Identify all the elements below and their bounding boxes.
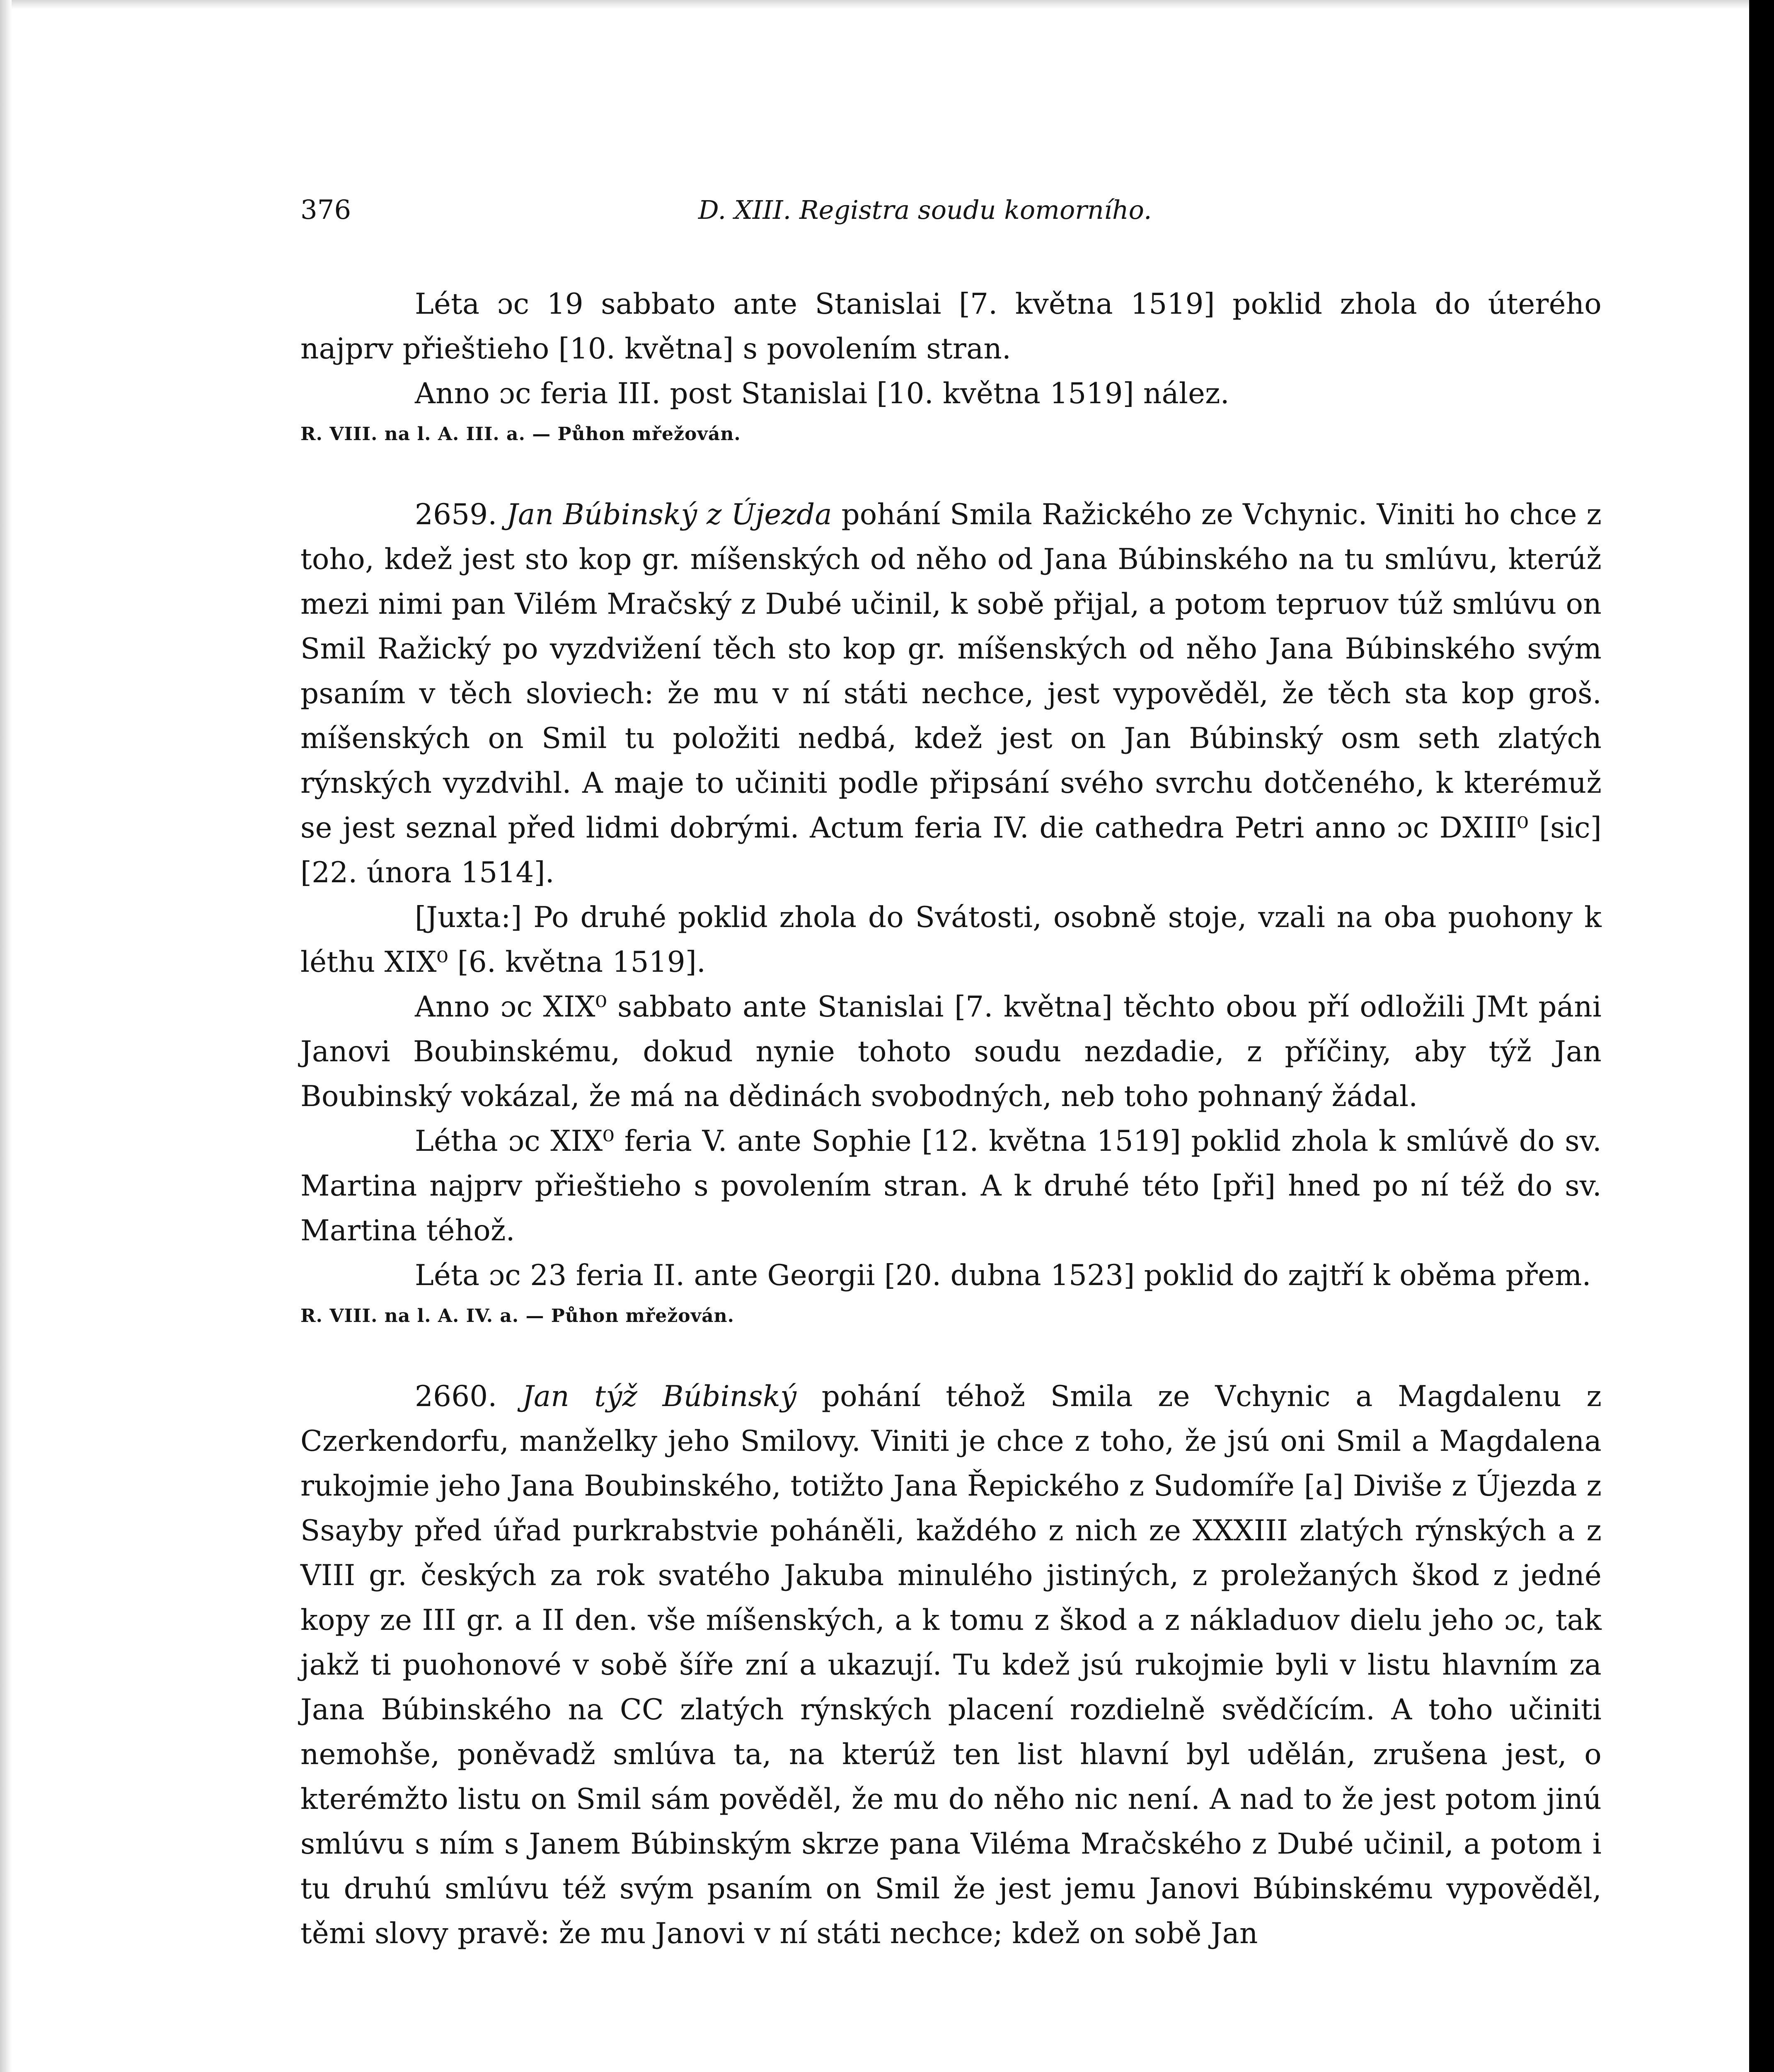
scan-left-edge	[0, 0, 12, 2072]
running-title: D. XIII. Registra soudu komorního.	[698, 195, 1152, 225]
paragraph: Léta ɔc 23 feria II. ante Georgii [20. dubna 1523] poklid do zajtří k oběma přem.	[415, 1259, 1591, 1292]
paragraph: Anno ɔc XIX⁰ sabbato ante Stanislai [7. května] těchto obou pří odložili JMt páni Janovi Boubinskému, dokud nynie tohoto soudu nezdadie, z příčiny, aby týž Jan Boubinský vokázal, že má na dědinách svobodných, neb toho pohnaný žádal.	[300, 990, 1602, 1113]
entry-text: pohání Smila Ražického ze Vchynic. Viniti ho chce z toho, kdež jest sto kop gr. míšenských od něho od Jana Búbinského na tu smlúvu, kterúž mezi nimi pan Vilém Mračský z Dubé učinil, k sobě přijal, a potom tepruov túž smlúvu on Smil Ražický po vyzdvižení těch sto kop gr. míšenských od něho Jana Búbinského svým psaním v těch sloviech: že mu v ní státi nechce, jest vypověděl, že těch sta kop groš. míšenských on Smil tu položiti nedbá, kdež jest on Jan Búbinský osm seth zlatých rýnských vyzdvihl. A maje to učiniti podle připsání svého svrchu dotčeného, k kterémuž se jest seznal před lidmi dobrými. Actum feria IV. die cathedra Petri anno ɔc DXIII⁰ [sic] [22. února 1514].	[300, 498, 1602, 889]
entry-text: pohání téhož Smila ze Vchynic a Magdalenu z Czerkendorfu, manželky jeho Smilovy. Viniti je chce z toho, že jsú oni Smil a Magdalena rukojmie jeho Jana Boubinského, totižto Jana Řepického z Sudomíře [a] Diviše z Újezda z Ssayby před úřad purkrabstvie poháněli, každého z nich ze XXXIII zlatých rýnských a z VIII gr. českých za rok svatého Jakuba minulého jistiných, z proležaných škod z jedné kopy ze III gr. a II den. vše míšenských, a k tomu z škod a z nákladuov dielu jeho ɔc, tak jakž ti puohonové v sobě šíře zní a ukazují. Tu kdež jsú rukojmie byli v listu hlavním za Jana Búbinského na CC zlatých rýnských placení rozdielně svědčícím. A toho učiniti nemohše, poněvadž smlúva ta, na kterúž ten list hlavní byl udělán, zrušena jest, o kterémžto listu on Smil sám pověděl, že mu do něho nic není. A nad to že jest potom jinú smlúvu s ním s Janem Búbinským skrze pana Viléma Mračského z Dubé učinil, a potom i tu druhú smlúvu též svým psaním on Smil že jest jemu Janovi Búbinskému vypověděl, těmi slovy pravě: že mu Janovi v ní státi nechce; kdež on sobě Jan	[300, 1380, 1602, 1950]
scan-top-edge	[0, 0, 1774, 9]
entry-name: Jan týž Búbinský	[522, 1380, 797, 1413]
paragraph: Anno ɔc feria III. post Stanislai [10. května 1519] nález.	[415, 377, 1229, 410]
entry-number: 2659.	[415, 498, 497, 531]
entry-2660	[300, 1374, 1602, 1956]
book-page	[300, 195, 1602, 1956]
page-number: 376	[300, 195, 351, 225]
entry-name: Jan Búbinský z Újezda	[506, 498, 832, 531]
entry-number: 2660.	[415, 1380, 497, 1413]
paragraph: [Juxta:] Po druhé poklid zhola do Svátosti, osobně stoje, vzali na oba puohony k léthu XIX⁰ [6. května 1519].	[300, 901, 1602, 979]
paragraph: Létha ɔc XIX⁰ feria V. ante Sophie [12. května 1519] poklid zhola k smlúvě do sv. Martina najprv přieštieho s povolením stran. A k druhé této [při] hned po ní též do sv. Martina téhož.	[300, 1125, 1602, 1247]
running-head	[300, 195, 1602, 232]
entry-2659	[300, 492, 1602, 895]
scan-right-border	[1749, 0, 1774, 2072]
source-note: R. VIII. na l. A. IV. a. — Půhon mřežován.	[300, 1305, 734, 1326]
paragraph: Léta ɔc 19 sabbato ante Stanislai [7. května 1519] poklid zhola do úterého najprv přieštieho [10. května] s povolením stran.	[300, 288, 1602, 366]
page-body	[300, 282, 1602, 1956]
source-note: R. VIII. na l. A. III. a. — Půhon mřežován.	[300, 424, 741, 445]
